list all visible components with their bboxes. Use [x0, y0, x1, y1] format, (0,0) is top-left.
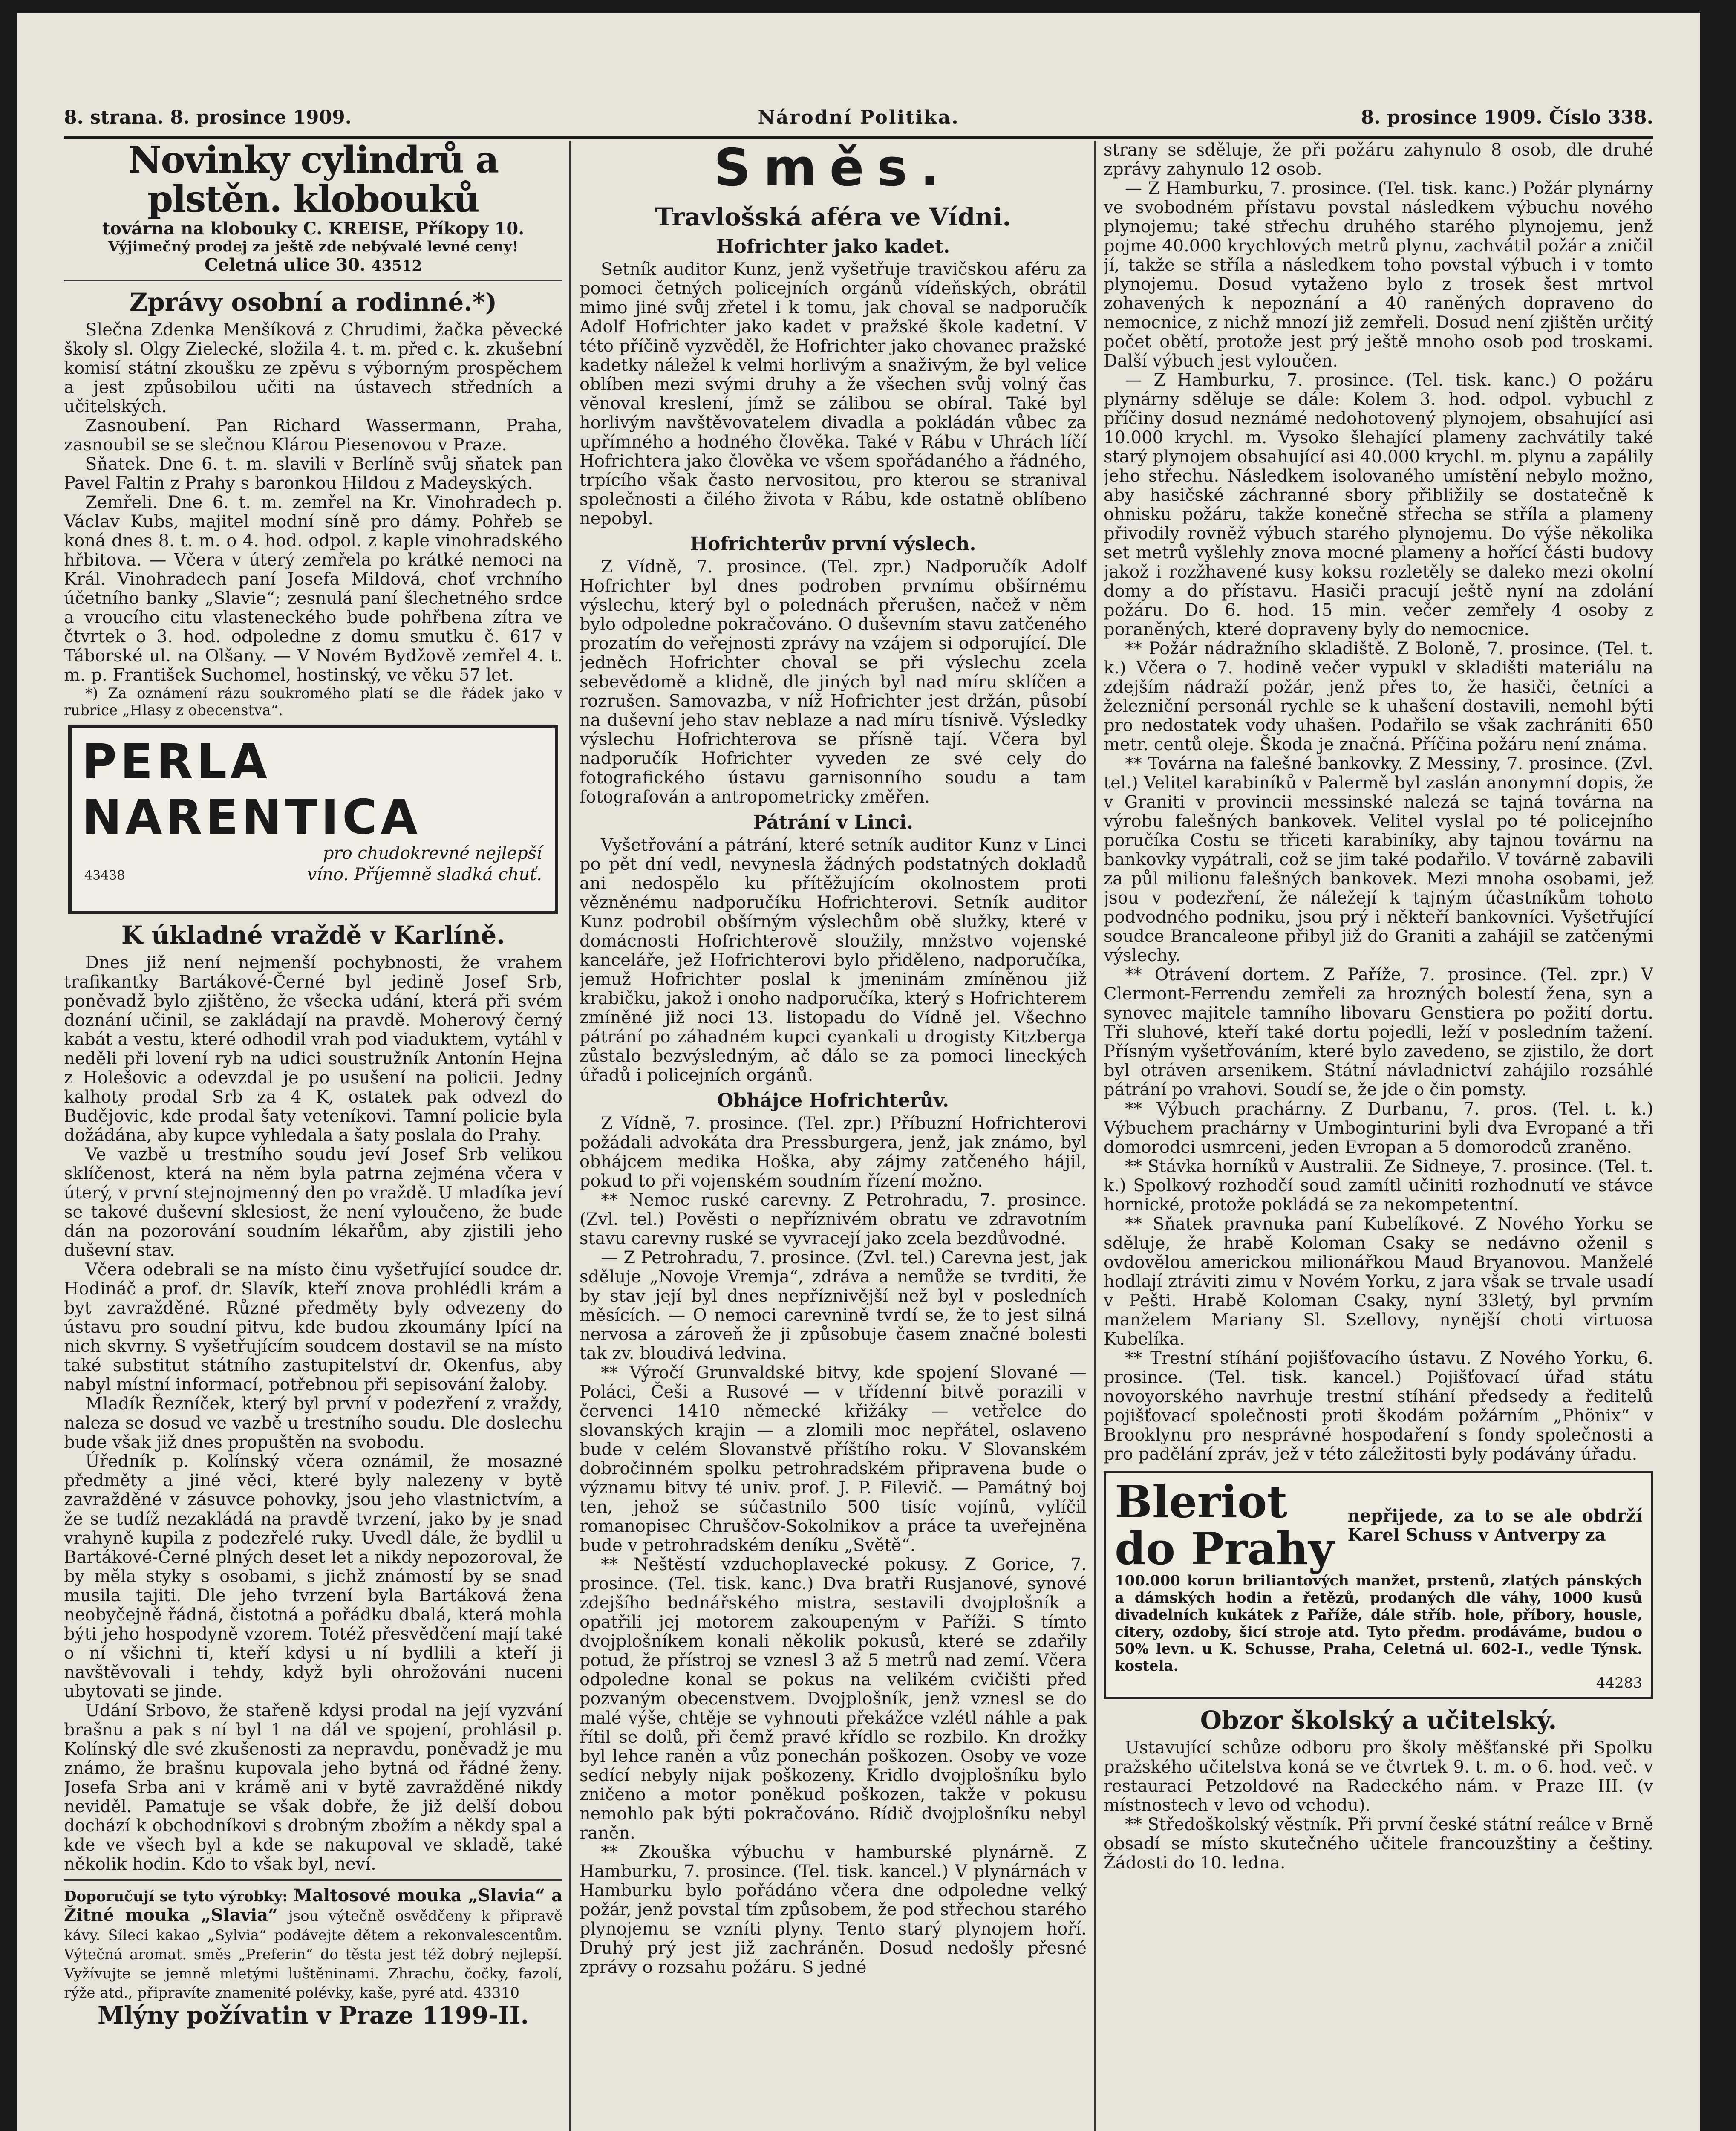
article-paragraph: ** Výročí Grunvaldské bitvy, kde spojení Slované — Poláci, Češi a Rusové — v třídenní bitvě porazili v červenci 1410 německé křižáky — vetřelce do slovanských krajin — a zlomili moc nepřátel, oslaveno bude v celém Slovanstvě příštího roku. V Slovanském dobročinném spolku petrohradském připravena bude o významu bitvy té univ. prof. J. P. Filevič. — Památný boj ten, jehož se súčastnilo 500 tisíc vojínů, vylíčil romanopisec Chruščov-Sokolnikov a práce ta uveřejněna bude v petrohradském deníku „Světě“. [580, 1363, 1087, 1555]
article-paragraph: Vyšetřování a pátrání, které setník auditor Kunz v Linci po pět dní vedl, nevynesla žádných podstatných dokladů ani nedospělo ku přítěžujícím okolnostem proti vězněnému nadporučíku Hofrichterovi. Setník auditor Kunz podrobil obšírným výslechům obě služky, které v domácnosti Hofrichterově sloužily, mnžstvo vojenské kanceláře, jež Hofrichterovi bylo přiděleno, nadporučíka, jemuž Hofrichter poslal k jmeninám zmíněnou již krabičku, jakož i onoho nadporučíka, který s Hofrichterem zmíněné již noci 13. listopadu do Vídně jel. Všechno pátrání po záhadném kupci cyankali u drogisty Kitzberga zůstalo bezvýsledným, ač dálo se za pomoci lineckých úřadů i policejních orgánů. [580, 835, 1087, 1085]
article-paragraph: Úředník p. Kolínský včera oznámil, že mosazné předměty a jiné věci, které byly nalezeny v bytě zavražděné v zásuvce pohovky, jsou jeho vlastnictvím, a že se tudíž nezakládá na pravdě tvrzení, jako by je snad vrahyně kupila z podezřelé ruky. Uvedl dále, že bydlil u Bartákové-Černé plných deset let a nikdy nepozoroval, že by měla styky s osobami, s jichž známostí by se snad musila tajiti. Dle jeho tvrzení byla Bartáková žena neobyčejně řádná, čistotná a pořádku dbalá, která mohla býti jeho hospodyně vzorem. Totéž přesvědčení mají také o ní všichni ti, kteří kdysi u ní bydlili a kteří ji navštěvovali i tehdy, když byli ohrožováni nuceni ubytovati se jinde. [64, 1452, 562, 1701]
column-divider [1094, 141, 1096, 2131]
article-paragraph: Slečna Zdenka Menšíková z Chrudimi, žačka pěvecké školy sl. Olgy Zielecké, složila 4. t. m. před c. k. zkušební komisí státní zkoušku ze zpěvu s výborným prospěchem a jest způsobilou učiti na ústavech středních a učitelských. [64, 320, 562, 416]
column-2 [580, 141, 1087, 2131]
bleriot-ad-text: 100.000 korun briliantových manžet, prstenů, zlatých pánských a dámských hodin a řetězů, prodaných dle váhy, 1000 kusů divadelních kukátek z Paříže, dále stříb. hole, příbory, housle, citery, ozdoby, šicí stroje atd. Tyto předm. prodáváme, budou o 50% levn. u K. Schusse, Praha, Celetná ul. 602-I., vedle Týnsk. kostela. [1115, 1572, 1642, 1675]
hat-ad-code: 43512 [371, 257, 422, 274]
article-paragraph: ** Středoškolský věstník. Při první české státní reálce v Brně obsadí se místo skutečného učitele francouzštiny a češtiny. Žádosti do 10. ledna. [1104, 1815, 1653, 1873]
hat-ad-line2: Výjimečný prodej za ještě zde nebývalé levné ceny! [108, 238, 519, 255]
article-paragraph: strany se sděluje, že při požáru zahynulo 8 osob, dle druhé zprávy zahynulo 12 osob. [1104, 141, 1653, 179]
article-paragraph: Ve vazbě u trestního soudu jeví Josef Srb velikou sklíčenost, která na něm byla patrna zejména včera v úterý, v první stejnojmenný den po vraždě. U mladíka jeví se takové duševní sklesiost, že není vyloučeno, že bude dán na pozorování soudním lékařům, aby zjistili jeho duševní stav. [64, 1145, 562, 1260]
perla-ad-title: PERLA NARENTICA [82, 734, 421, 845]
bleriot-ad-title: Bleriot do Prahy [1115, 1476, 1334, 1575]
perla-narentica-ad [68, 725, 558, 914]
perla-ad-tagline [307, 843, 542, 885]
article-paragraph: ** Otrávení dortem. Z Paříže, 7. prosince. (Tel. zpr.) V Clermont-Ferrendu zemřeli za hrozných bolestí žena, syn a synovec majitele tamního libovaru Genstiera po požití dortu. Tři sluhové, kteří také dortu pojedli, leží v posledním tažení. Přísným vyšetřováním, které bylo zavedeno, se zjistilo, že dort byl otráven arsenikem. Státní návladnictví zahájilo rozsáhlé pátrání po vrahovi. Soudí se, že jde o čin pomsty. [1104, 965, 1653, 1100]
article-paragraph: ** Zkouška výbuchu v hamburské plynárně. Z Hamburku, 7. prosince. (Tel. tisk. kancel.) V plynárnách v Hamburku bylo pořádáno včera dne odpoledne velký požár, jenž povstal tím způsobem, že pod střechou starého plynojemu se vzníti plyny. Tento starý plynojem hoří. Druhý prý jest již zachráněn. Dosud nedošly přesné zprávy o rozsahu požáru. S jedné [580, 1842, 1087, 1977]
header-right: 8. prosince 1909. Číslo 338. [1361, 107, 1653, 128]
karlin-murder-title: K úkladné vraždě v Karlíně. [121, 921, 505, 950]
article-paragraph: — Z Petrohradu, 7. prosince. (Zvl. tel.) Carevna jest, jak sděluje „Novoje Vremja“, zdráva a nemůže se tvrditi, že by stav její byl dnes nepříznivější než byl v posledních měsících. — O nemoci carevnině tvrdí se, že to jest silná nervosa a zároveň že ji způsobuje časem značné bolesti tak zv. bloudivá ledvina. [580, 1248, 1087, 1363]
flour-ad-text: jsou výtečně osvědčeny k připravě kávy. Síleci kakao „Sylvia“ podávejte dětem a rekonvalescentům. Výtečná aromat. směs „Preferin“ do těsta jest též dobrý nejlepší. Vyžívujte se jemně mletými luštěninami. Zhrachu, čočky, fazolí, rýže atd., připravíte znamenité polévky, kaše, pyré atd. [64, 1908, 562, 2001]
article-paragraph: Ustavující schůze odboru pro školy měšťanské při Spolku pražského učitelstva koná se ve čtvrtek 9. t. m. o 6. hod. več. v restauraci Petzoldové na Radeckého nám. v Praze III. (v místnostech v levo od vchodu). [1104, 1738, 1653, 1815]
newspaper-page [17, 13, 1700, 2131]
subheading: Pátrání v Linci. [753, 811, 913, 833]
article-paragraph: ** Nemoc ruské carevny. Z Petrohradu, 7. prosince. (Zvl. tel.) Pověsti o nepříznivém obratu ve zdravotním stavu carevny ruské se vyvracejí jako zcela bezdůvodné. [580, 1190, 1087, 1248]
article-paragraph: ** Stávka horníků v Australii. Ze Sidneye, 7. prosince. (Tel. t. k.) Spolkový rozhodčí soud zamítl učiniti rozhodnutí ve stávce hornické, protože pokládá se za nekompetentní. [1104, 1157, 1653, 1215]
flour-ad-title: Maltosové mouka „Slavia“ a Žitné mouka „Slavia“ [64, 1886, 562, 1925]
article-paragraph: ** Požár nádražního skladiště. Z Boloně, 7. prosince. (Tel. t. k.) Včera o 7. hodině večer vypukl v skladišti materiálu na zdejším nádraží požár, jenž přes to, že hasiči, četníci a železniční personál rychle se k uhašení dostavili, nemohl býti pro nedostatek vody uhašen. Podařilo se však zachrániti 650 metr. centů oleje. Škoda je značná. Příčina požáru není známa. [1104, 639, 1653, 754]
subheading: Hofrichterův první výslech. [690, 533, 976, 555]
article-paragraph: ** Neštěstí vzduchoplavecké pokusy. Z Gorice, 7. prosince. (Tel. tisk. kanc.) Dva bratři Rusjanové, synové zdejšího bednářského mistra, sestavili dvojplošník a opatřili jej motorem zakoupeným v Paříži. S tímto dvojplošníkem konali několik pokusů, které se zdařily potud, že přístroj se vznesl 3 až 5 metrů nad zemí. Včera odpoledne konal se pokus na velikém cvičišti před pozvaným obecenstvem. Dvojplošník, jenž vznesl se do malé výše, chtěje se vyhnouti překážce vzlétl náhle a pak řítil se dolů, při čemž pravé křídlo se rozbilo. Kn drožky byl lehce raněn a vůz ponechán poškozen. Osoby ve voze sedící nebyly nijak poškozeny. Kridlo dvojplošníku bylo zničeno a motor poněkud poškozen, takže v pokusu nemohlo pak býti pokračováno. Rídič dvojplošníku nebyl raněn. [580, 1555, 1087, 1843]
article-paragraph: — Z Hamburku, 7. prosince. (Tel. tisk. kanc.) Požár plynárny ve svobodném přístavu povstal následkem výbuchu nového plynojemu; také střechu druhého starého plynojemu, jenž pojme 40.000 krychlových metrů plynu, zachvátil požár a zničil jí, takže se stříla a následkem toho povstal výbuch i v tomto plynojemu. Dosud vytaženo bylo z trosek šest mrtvol zohavených k nepoznání a 40 raněných dopraveno do nemocnice, z nichž mnozí již zemřeli. Dosud není zjištěn určitý počet obětí, protože jest prý ještě mnoho osob pod troskami. Další výbuch jest vyloučen. [1104, 179, 1653, 371]
footnote: *) Za oznámení rázu soukromého platí se dle řádek jako v rubrice „Hlasy z obecenstva“. [64, 685, 562, 719]
article-paragraph: — Z Hamburku, 7. prosince. (Tel. tisk. kanc.) O požáru plynárny sděluje se dále: Kolem 3. hod. odpol. vybuchl z příčiny dosud neznámé nedohotovený plynojem, obsahující asi 10.000 krychl. m. Vysoko šlehající plameny zachvátily také starý plynojem obsahující asi 40.000 krychl. m. plynu a zapálily jeho střechu. Následkem isolovaného umístění nebylo možno, aby hasičské záchranné sbory přibližily se dostatečně k ohnisku požáru, takže konečně střecha se stříla a plameny přivodily rovněž výbuch starého plynojemu. Do výše několika set metrů vyšlehly znova mocné plameny a hořící části budovy jakož i rozžhavené kusy koksu rozletěly se daleko mezi okolní domy a do přístavu. Hasiči pracují ještě nyní na zdolání požáru. Do 6. hod. 15 min. večer zemřely 4 osoby z poraněných, které dopraveny byly do nemocnice. [1104, 370, 1653, 639]
hat-ad-line1: továrna na klobouky C. KREISE, Příkopy 10. [102, 219, 525, 239]
divider [64, 280, 562, 281]
article-paragraph: Zemřeli. Dne 6. t. m. zemřel na Kr. Vinohradech p. Václav Kubs, majitel modní síně pro dámy. Pohřeb se koná dnes 8. t. m. o 4. hod. odpol. z kaple vinohradského hřbitova. — Včera v úterý zemřela po krátké nemoci na Král. Vinohradech paní Josefa Mildová, choť vrchního účetního banky „Slavie“; zesnulá paní šlechetného srdce a vroucího citu vlasteneckého bude pohřbena zítra ve čtvrtek o 3. hod. odpoledne z domu smutku č. 617 v Táborské ul. na Olšany. — V Novém Bydžově zemřel 4. t. m. p. František Suchomel, hostinský, ve věku 57 let. [64, 493, 562, 685]
article-paragraph: ** Trestní stíhání pojišťovacího ústavu. Z Nového Yorku, 6. prosince. (Tel. tisk. kancel.) Pojišťovací úřad státu novoyorského navrhuje trestní stíhání předsedy a ředitelů pojišťovací společnosti proti škodám požárním „Phönix“ v Brooklynu pro nesprávné hospodaření s fondy společnosti a pro padělání zpráv, jež v této záležitosti byly podávány úřadu. [1104, 1348, 1653, 1464]
article-paragraph: ** Výbuch prachárny. Z Durbanu, 7. pros. (Tel. t. k.) Výbuchem prachárny v Umboginturini byli dva Evropané a tři domorodci usmrceni, jeden Evropan a 5 domorodců zraněno. [1104, 1099, 1653, 1157]
column-3 [1104, 141, 1653, 2131]
article-paragraph: Mladík Řezníček, který byl první v podezření z vraždy, naleza se dosud ve vazbě u trestního soudu. Dle doslechu bude však již dnes propuštěn na svobodu. [64, 1394, 562, 1452]
perla-ad-code: 43438 [84, 868, 125, 883]
article-paragraph: ** Sňatek pravnuka paní Kubelíkové. Z Nového Yorku se sděluje, že hrabě Koloman Csaky se nedávno oženil s ovdovělou americkou milionářkou Maud Bryanovou. Manželé hodlají ztráviti zimu v Novém Yorku, z jara však se trvale usadí v Pešti. Hrabě Koloman Csaky, nyní 33letý, byl prvním manželem Mariany Sl. Szellovy, nynější choti virtuosa Kubelíka. [1104, 1214, 1653, 1349]
article-paragraph: Z Vídně, 7. prosince. (Tel. zpr.) Nadporučík Adolf Hofrichter byl dnes podroben prvnímu obšírnému výslechu, který byl o polednách přerušen, načež v něm bylo odpoledne pokračováno. O duševním stavu zatčeného prozatím do veřejnosti zprávy na vzájem si odporující. Dle jedněch Hofrichter choval se při výslechu zcela sebevědomě a klidně, dle jiných byl nad míru sklíčen a rozrušen. Samovazba, v níž Hofrichter jest držán, působí na duševní jeho stav neblaze a nad míru tísnivě. Výsledky výslechu Hofrichterova se přísně tají. Včera byl nadporučík Hofrichter vyveden ze své cely do fotografického ústavu garnisonního soudu a tam fotografován a antropometricky změřen. [580, 557, 1087, 807]
school-section-title: Obzor školský a učitelský. [1200, 1706, 1557, 1735]
flour-ad-lead: Doporučují se tyto výrobky: [64, 1888, 288, 1905]
perla-ad-tag2: víno. Příjemně sladká chuť. [307, 865, 542, 884]
article-paragraph: Sňatek. Dne 6. t. m. slavili v Berlíně svůj sňatek pan Pavel Faltin z Prahy s baronkou Hildou z Madeyských. [64, 454, 562, 493]
hat-ad-title: Novinky cylindrů a plstěn. klobouků [128, 141, 499, 221]
perla-ad-tag1: pro chudokrevné nejlepší [323, 843, 542, 863]
article-paragraph: Udání Srbovo, že stařeně kdysi prodal na její vyzvání brašnu a pak s ní byl 1 na dál ve spojení, prohlásil p. Kolínský dle své zkušenosti za nepravdu, poněvadž je mu známo, že brašnu kupovala jeho bytná od řádné ženy. Josefa Srba ani v krámě ani v bytě zavražděné nikdy neviděl. Pamatuje se však dobře, že již delší dobou dochází k obchodníkovi s drobným zbožím a někdy spal a kde ve všech byl a kde se nakupoval ve skladě, také několik hodin. Kdo to však byl, neví. [64, 1701, 562, 1874]
masthead: Národní Politika. [758, 107, 960, 128]
bleriot-ad-right: nepřijede, za to se ale obdrží Karel Schuss v Antverpy za [1347, 1506, 1642, 1545]
article-paragraph: Dnes již není nejmenší pochybnosti, že vrahem trafikantky Bartákové-Černé byl jedině Josef Srb, poněvadž bylo zjištěno, že všecka udání, která při svém doznání učinil, se zakládají na pravdě. Moherový černý kabát a vestu, které odhodil vrah pod viaduktem, vytáhl v neděli při lovení ryb na udici soustružník Antonín Hejna z Holešovic a odevzdal je po usušení na policii. Jedny kalhoty prodal Srb za 4 K, ostatek pak odvezl do Budějovic, kde prodal šaty veteníkovi. Tamní policie byla dožádána, aby kupce vyhledala a šaty poslala do Prahy. [64, 953, 562, 1145]
poison-affair-title: Travlošská aféra ve Vídni. [655, 202, 1011, 231]
subheading: Hofrichter jako kadet. [716, 236, 950, 257]
article-paragraph: Z Vídně, 7. prosince. (Tel. zpr.) Příbuzní Hofrichterovi požádali advokáta dra Pressburgera, jenž, jak známo, byl obhájcem medika Hoška, aby zájmy zatčeného hájil, pokud to při vojenském soudním řízení možno. [580, 1114, 1087, 1191]
subheading: Obhájce Hofrichterův. [717, 1090, 949, 1112]
column-1 [64, 141, 562, 2131]
flour-ad [64, 1886, 562, 2029]
hat-ad-line3 [64, 255, 562, 274]
hat-ad-address: Celetná ulice 30. [204, 255, 366, 275]
personal-news-title: Zprávy osobní a rodinné.*) [129, 288, 497, 317]
flour-ad-code: 43310 [473, 1984, 520, 2001]
divider [64, 1879, 562, 1881]
article-paragraph: Setník auditor Kunz, jenž vyšetřuje travičskou aféru za pomoci četných policejních orgánů vídeňských, obrátil mimo jiné svůj zřetel i k tomu, jak choval se nadporučík Adolf Hofrichter jako kadet v pražské škole kadetní. V této příčině vyzvěděl, že Hofrichter jako chovanec pražské kadetky náležel k velmi horlivým a snaživým, že byl velice oblíben mezi svými druhy a že všechen svůj volný čas věnoval kreslení, jímž se zálibou se obíral. Také byl horlivým navštěvovatelem divadla a pokládán vůbec za upřímného a hodného člověka. Také v Rábu v Uhrách líčí Hofrichtera jako člověka ve všem spořádaného a řádného, trpícího však často nervositou, pro kterou se stranival společnosti a čilého života v Rábu, kde ostatně oblíbeno nepobyl. [580, 260, 1087, 528]
flour-ad-footer: Mlýny požívatin v Praze 1199-II. [97, 2001, 529, 2030]
article-paragraph: Včera odebrali se na místo činu vyšetřující soudce dr. Hodináč a prof. dr. Slavík, kteří znova prohlédli krám a byt zavražděné. Různé předměty byly odvezeny do ústavu pro soudní pitvu, kde budou zkoumány lpící na nich skvrny. S vyšetřujícím soudcem dostavil se na místo také substitut státního zastupitelství dr. Okenfus, aby nabyl místní informací, potřebnou při sepisování žaloby. [64, 1260, 562, 1395]
section-title-smes: Směs. [714, 141, 952, 198]
page-header [64, 102, 1653, 139]
bleriot-ad-code: 44283 [1596, 1675, 1642, 1692]
bleriot-ad [1104, 1471, 1653, 1699]
header-left: 8. strana. 8. prosince 1909. [64, 107, 352, 128]
article-paragraph: ** Továrna na falešné bankovky. Z Messiny, 7. prosince. (Zvl. tel.) Velitel karabiníků v Palermě byl zaslán anonymní dopis, že v Graniti v provincii messinské nalezá se tajná továrna na výrobu falešných bankovek. Velitel vyslal po té policejního poručíka Costu se třiceti karabiníky, aby tajnou továrnu na bankovky vypátrali, což se jim také podařilo. V továrně zabavili za půl milionu falešných bankovek. Mezi mnoha osobami, jež jsou v podezření, že náležejí k tajným účastníkům tohoto podvodného podniku, jsou prý i někteří bankovníci. Vyšetřující soudce Brancaleone přibyl již do Graniti a zahájil se zatčenými výslechy. [1104, 754, 1653, 965]
column-divider [569, 141, 571, 2131]
article-paragraph: Zasnoubení. Pan Richard Wassermann, Praha, zasnoubil se se slečnou Klárou Piesenovou v Praze. [64, 416, 562, 455]
